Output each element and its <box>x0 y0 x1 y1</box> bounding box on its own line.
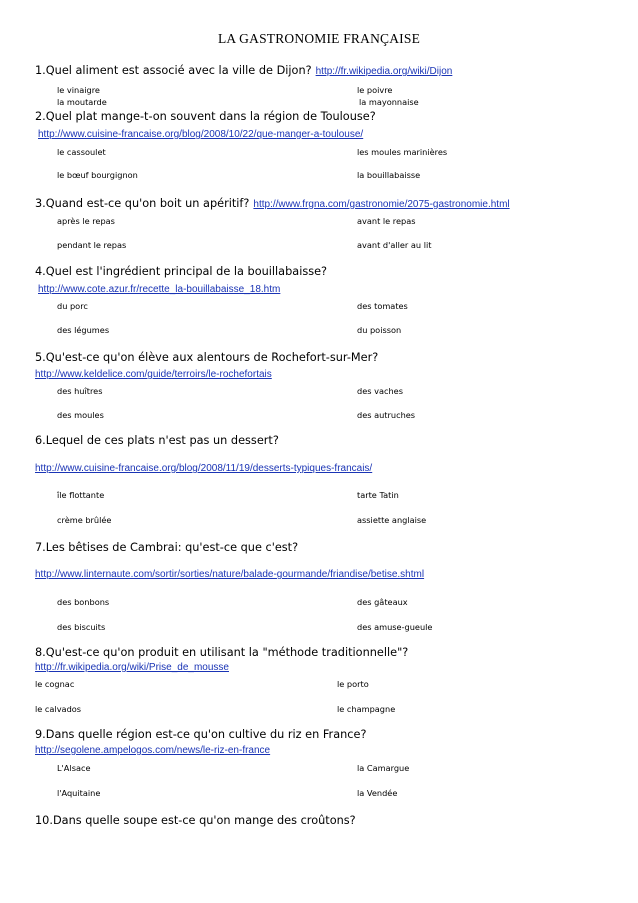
option-5d: des autruches <box>357 410 416 420</box>
question-3-link[interactable]: http://www.frgna.com/gastronomie/2075-gastronomie.html <box>253 199 510 210</box>
option-7b: des gâteaux <box>357 597 408 607</box>
question-3 <box>35 197 510 210</box>
option-2a: le cassoulet <box>57 147 106 157</box>
question-6-link[interactable]: http://www.cuisine-francaise.org/blog/2008/11/19/desserts-typiques-francais/ <box>35 463 373 474</box>
option-7c: des biscuits <box>57 622 106 632</box>
option-9c: l'Aquitaine <box>57 788 101 798</box>
option-8a: le cognac <box>35 679 75 689</box>
option-1d: la mayonnaise <box>359 97 419 107</box>
option-1c: la moutarde <box>57 97 107 107</box>
option-7d: des amuse-gueule <box>357 622 433 632</box>
option-9b: la Camargue <box>357 763 410 773</box>
option-4a: du porc <box>57 301 88 311</box>
option-8d: le champagne <box>337 704 396 714</box>
option-9a: L'Alsace <box>57 763 91 773</box>
option-9d: la Vendée <box>357 788 398 798</box>
question-5-link[interactable]: http://www.keldelice.com/guide/terroirs/le-rochefortais <box>35 369 272 380</box>
option-6b: tarte Tatin <box>357 490 399 500</box>
option-3c: pendant le repas <box>57 240 127 250</box>
option-3d: avant d'aller au lit <box>357 240 432 250</box>
question-2-link[interactable]: http://www.cuisine-francaise.org/blog/2008/10/22/que-manger-a-toulouse/ <box>38 129 364 140</box>
option-3b: avant le repas <box>357 216 416 226</box>
option-7a: des bonbons <box>57 597 110 607</box>
option-6a: île flottante <box>57 490 105 500</box>
option-4b: des tomates <box>357 301 408 311</box>
question-text: 1.Quel aliment est associé avec la ville de Dijon? <box>35 64 312 77</box>
option-4d: du poisson <box>357 325 402 335</box>
document-title: LA GASTRONOMIE FRANÇAISE <box>217 31 421 46</box>
option-3a: après le repas <box>57 216 115 226</box>
option-1b: le poivre <box>357 85 393 95</box>
option-4c: des légumes <box>57 325 110 335</box>
question-1-link[interactable]: http://fr.wikipedia.org/wiki/Dijon <box>315 66 453 77</box>
question-2: 2.Quel plat mange-t-on souvent dans la région de Toulouse? <box>35 110 376 123</box>
question-9-link[interactable]: http://segolene.ampelogos.com/news/le-riz-en-france <box>35 745 271 756</box>
option-8c: le calvados <box>35 704 82 714</box>
question-4-link[interactable]: http://www.cote.azur.fr/recette_la-bouillabaisse_18.htm <box>38 284 281 295</box>
question-7-link[interactable]: http://www.linternaute.com/sortir/sorties/nature/balade-gourmande/friandise/betise.shtml <box>35 569 425 580</box>
option-8b: le porto <box>337 679 369 689</box>
option-5c: des moules <box>57 410 104 420</box>
question-8-link[interactable]: http://fr.wikipedia.org/wiki/Prise_de_mousse <box>35 662 229 673</box>
option-6d: assiette anglaise <box>357 515 427 525</box>
option-2b: les moules marinières <box>357 147 448 157</box>
option-2c: le bœuf bourgignon <box>57 170 138 180</box>
question-6: 6.Lequel de ces plats n'est pas un dessert? <box>35 434 279 447</box>
question-9: 9.Dans quelle région est-ce qu'on cultive du riz en France? <box>35 728 367 741</box>
option-5a: des huîtres <box>57 386 103 396</box>
option-6c: crème brûlée <box>57 515 112 525</box>
question-7: 7.Les bêtises de Cambrai: qu'est-ce que c'est? <box>35 541 299 554</box>
question-5: 5.Qu'est-ce qu'on élève aux alentours de Rochefort-sur-Mer? <box>35 351 379 364</box>
question-1 <box>35 64 452 77</box>
question-10: 10.Dans quelle soupe est-ce qu'on mange des croûtons? <box>35 814 356 827</box>
option-1a: le vinaigre <box>57 85 100 95</box>
option-5b: des vaches <box>357 386 403 396</box>
question-text: 3.Quand est-ce qu'on boit un apéritif? <box>35 197 250 210</box>
question-8: 8.Qu'est-ce qu'on produit en utilisant la "méthode traditionnelle"? <box>35 646 409 659</box>
option-2d: la bouillabaisse <box>357 170 421 180</box>
question-4: 4.Quel est l'ingrédient principal de la bouillabaisse? <box>35 265 328 278</box>
